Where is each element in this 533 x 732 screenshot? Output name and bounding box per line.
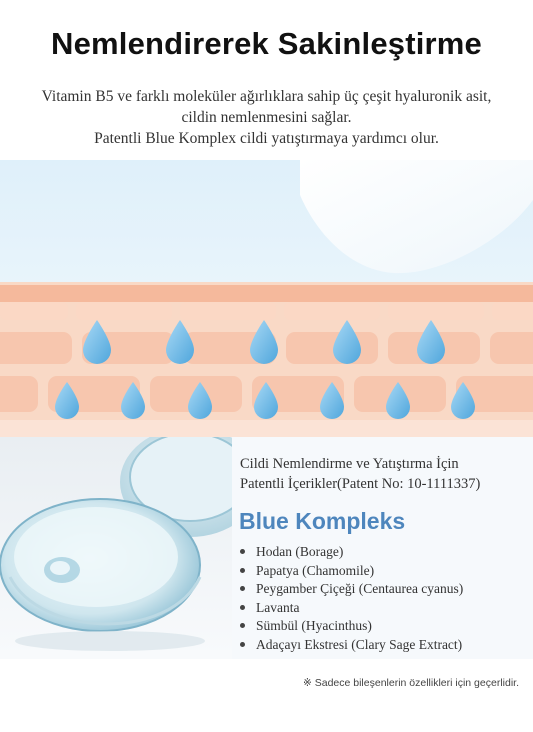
skin-surface-cells [0,302,533,320]
disclaimer-note: ※ Sadece bileşenlerin özellikleri için geçerlidir. [303,677,519,689]
ingredient-label: Papatya (Chamomile) [256,562,375,578]
bullet-icon [240,605,245,610]
front-lens [0,499,200,631]
description [0,86,533,149]
page-title: Nemlendirerek Sakinleştirme [51,26,482,61]
ingredient-text-block [232,454,533,654]
skin-bottom-fade [0,420,533,437]
ingredient-label: Peygamber Çiçeği (Centaurea cyanus) [256,581,464,596]
lens-shadow [15,631,205,651]
ingredient-info-section [0,437,533,659]
bullet-icon [240,549,245,554]
lens-dishes-image [0,437,232,659]
skin-surface [0,285,533,302]
list-item [240,617,533,636]
description-line: Patentli Blue Komplex cildi yatıştırmaya yardımcı olur. [94,130,439,147]
description-line: Vitamin B5 ve farklı moleküler ağırlıklara sahip üç çeşit hyaluronik asit, [41,88,492,105]
list-item [240,580,533,599]
ingredient-label: Lavanta [256,599,300,615]
ingredient-label: Sümbül (Hyacinthus) [256,618,372,633]
list-item [240,562,533,581]
ingredient-list [232,543,533,654]
bullet-icon [240,623,245,628]
patent-subtitle [232,454,533,494]
list-item [240,636,533,655]
patent-subtitle-line: Patentli İçerikler(Patent No: 10-1111337) [240,476,481,492]
ingredient-label: Adaçayı Ekstresi (Clary Sage Extract) [256,636,463,652]
ingredient-label: Hodan (Borage) [256,544,344,559]
list-item [240,543,533,562]
bullet-icon [240,642,245,647]
brand-name: Blue Kompleks [239,508,406,534]
bullet-icon [240,568,245,573]
patent-subtitle-line: Cildi Nemlendirme ve Yatıştırma İçin [240,456,459,472]
skin-layer-illustration [0,160,533,437]
bullet-icon [240,586,245,591]
description-line: cildin nemlenmesini sağlar. [181,109,352,126]
list-item [240,599,533,618]
